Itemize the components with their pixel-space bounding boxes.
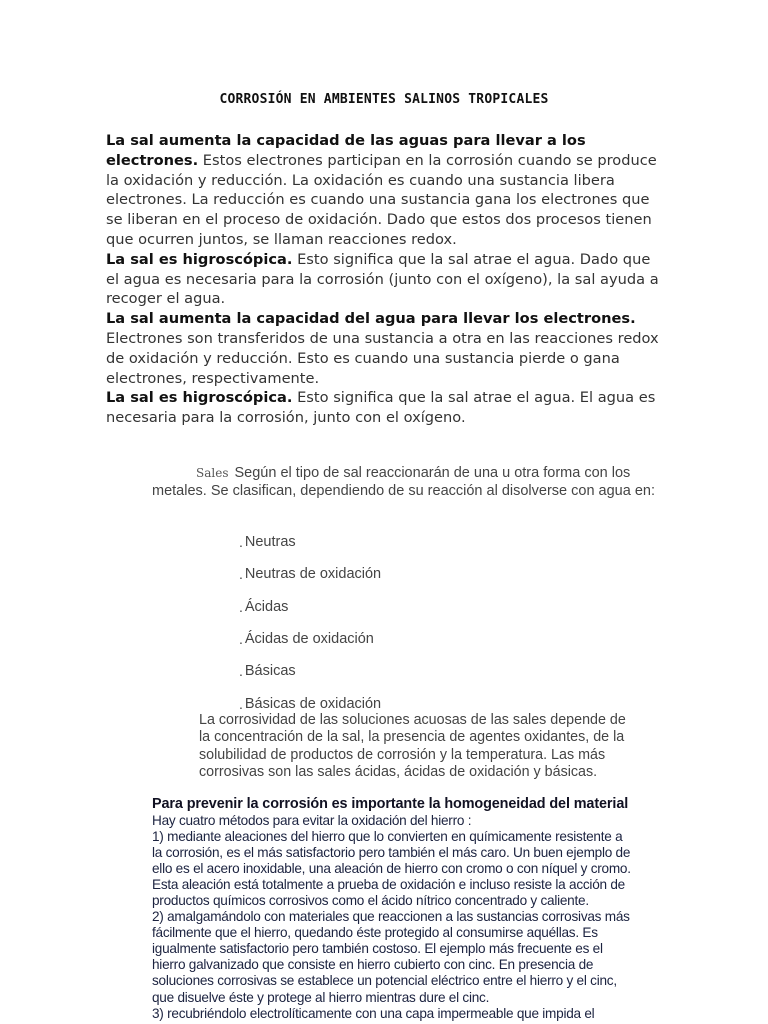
text-line: la corrosión, es el más satisfactorio pero también el más caro. Un buen ejemplo de [152,845,631,861]
document-title: CORROSIÓN EN AMBIENTES SALINOS TROPICALES [219,92,549,107]
intro-paragraph [106,388,666,428]
bullet: . [239,598,243,615]
corrosivity-paragraph: La corrosividad de las soluciones acuosas de las sales depende de la concentración de la sal, la presencia de agentes oxidantes, de la solubilidad de productos de corrosión y la temperatura. Las más corrosivas son las sales ácidas, ácidas de oxidación y básicas. [199,712,626,781]
text-line: que disuelve éste y protege al hierro mientras dure el cinc. [152,989,490,1005]
list-item [239,695,381,712]
intro-paragraph [106,131,666,250]
list-item-label: Básicas [244,663,296,680]
list-item [239,565,381,582]
paragraph-lead: La sal aumenta la capacidad de las aguas para llevar a los electrones. [106,132,586,169]
paragraph-lead: La sal es higroscópica. [106,250,293,268]
list-item [239,630,374,647]
sales-label: Sales [196,466,229,480]
prevention-section [152,796,672,1022]
intro-paragraph [106,309,666,388]
text-line: soluciones corrosivas se establece un potencial eléctrico entre el hierro y el cinc, [152,973,617,989]
paragraph-text: Esto significa que la sal atrae el agua. El agua es necesaria para la corrosión, junto con el oxígeno. [106,389,656,427]
bullet: . [239,695,243,712]
bullet: . [239,534,243,550]
text-line: 3) recubriéndolo electrolíticamente con una capa impermeable que impida el [152,1005,595,1021]
list-item [239,598,288,615]
section-heading: Para prevenir la corrosión es importante la homogeneidad del material [152,796,629,812]
list-item-label: Ácidas de oxidación [244,630,374,647]
paragraph-lead: La sal es higroscópica. [106,389,293,407]
list-item-label: Ácidas [244,598,289,615]
paragraph-text: Electrones son transferidos de una sustancia a otra en las reacciones redox de oxidación y reducción. Esto es cuando una sustancia pierde o gana electrones, respectivamente. [106,329,659,387]
bullet: . [239,663,243,680]
bullet: . [239,566,243,583]
text-line: 2) amalgamándolo con materiales que reaccionen a las sustancias corrosivas más [152,909,630,925]
list-item-label: Neutras de oxidación [244,566,382,583]
list-item [239,533,296,550]
bullet: . [239,630,243,647]
text-line: igualmente satisfactorio pero también costoso. El ejemplo más frecuente es el [152,941,603,957]
sales-text: Según el tipo de sal reaccionarán de una u otra forma con los metales. Se clasifican, dependiendo de su reacción al disolverse con agua en: [152,465,655,499]
paragraph-text: Estos electrones participan en la corrosión cuando se produce la oxidación y reducción. La oxidación es cuando una sustancia libera electrones. La reducción es cuando una sustancia gana los electrones que se liberan en el proceso de oxidación. Dado que estos dos procesos tienen que ocurren juntos, se llaman reacciones redox. [106,151,657,248]
text-line: Esta aleación está totalmente a prueba de oxidación e incluso resiste la acción de [152,877,625,893]
list-item-label: Neutras [244,534,296,550]
paragraph-text: Esto significa que la sal atrae el agua. Dado que el agua es necesaria para la corrosión (junto con el oxígeno), la sal ayuda a recoger el agua. [106,250,659,308]
text-line: hierro galvanizado que consiste en hierro cubierto con cinc. En presencia de [152,957,594,973]
text-line: fácilmente que el hierro, quedando éste protegido al consumirse aquéllas. Es [152,925,598,941]
list-item-label: Básicas de oxidación [244,695,382,712]
text-line: Hay cuatro métodos para evitar la oxidación del hierro : [152,813,472,828]
intro-paragraph [106,250,666,309]
text-line: ello es el acero inoxidable, una aleación de hierro con cromo o con níquel y cromo. [152,861,631,877]
text-line: productos químicos corrosivos como el ácido nítrico concentrado y caliente. [152,893,589,909]
intro-section [106,131,666,428]
list-item [239,662,296,679]
paragraph-lead: La sal aumenta la capacidad del agua para llevar los electrones. [106,310,636,328]
text-line: 1) mediante aleaciones del hierro que lo convierten en químicamente resistente a [152,829,623,845]
prevention-body [152,813,672,1022]
sales-paragraph [152,465,672,500]
